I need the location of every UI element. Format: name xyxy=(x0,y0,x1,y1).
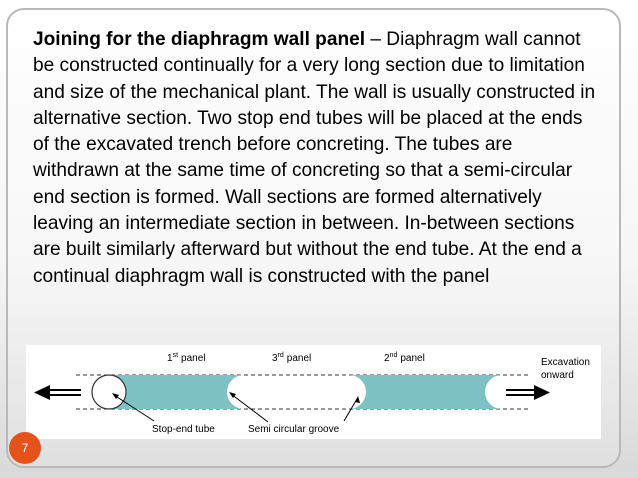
groove-pointer-right xyxy=(344,399,357,421)
diaphragm-wall-diagram xyxy=(26,345,601,439)
diaphragm-wall-figure xyxy=(26,345,601,439)
body-text xyxy=(33,27,603,345)
stop-end-tube-circle xyxy=(92,375,126,409)
body-paragraph: – Diaphragm wall cannot be constructed continually for a very long section due to limitation and size of the mechanical plant. The wall is usually constructed in alternative section. Two stop end tubes will be placed at the ends of the excavated trench before concreting. The tubes are withdrawn at the same time of concreting so that a semi-circular end section is formed. Wall sections are formed alternatively leaving an intermediate section in between. In-between sections are built similarly afterward but without the end tube. At the end a continual diaphragm wall is constructed with the panel xyxy=(33,29,596,287)
excavation-label: Excavation xyxy=(541,357,590,368)
groove-pointer-right-head xyxy=(355,396,360,403)
slide-number-badge: 7 xyxy=(9,432,41,464)
panel-1-label: 1st panel xyxy=(167,352,206,364)
left-arrow-head xyxy=(34,385,50,400)
body-lead: Joining for the diaphragm wall panel xyxy=(33,29,366,50)
right-arrow-head xyxy=(534,385,550,400)
second-panel xyxy=(349,375,502,409)
stop-end-tube-label: Stop-end tube xyxy=(152,424,215,435)
semi-circular-groove-label: Semi circular groove xyxy=(248,424,340,435)
first-panel xyxy=(110,375,244,409)
panel-2-label: 2nd panel xyxy=(384,352,425,364)
onward-label: onward xyxy=(541,370,574,381)
panel-3-label: 3rd panel xyxy=(272,352,312,364)
